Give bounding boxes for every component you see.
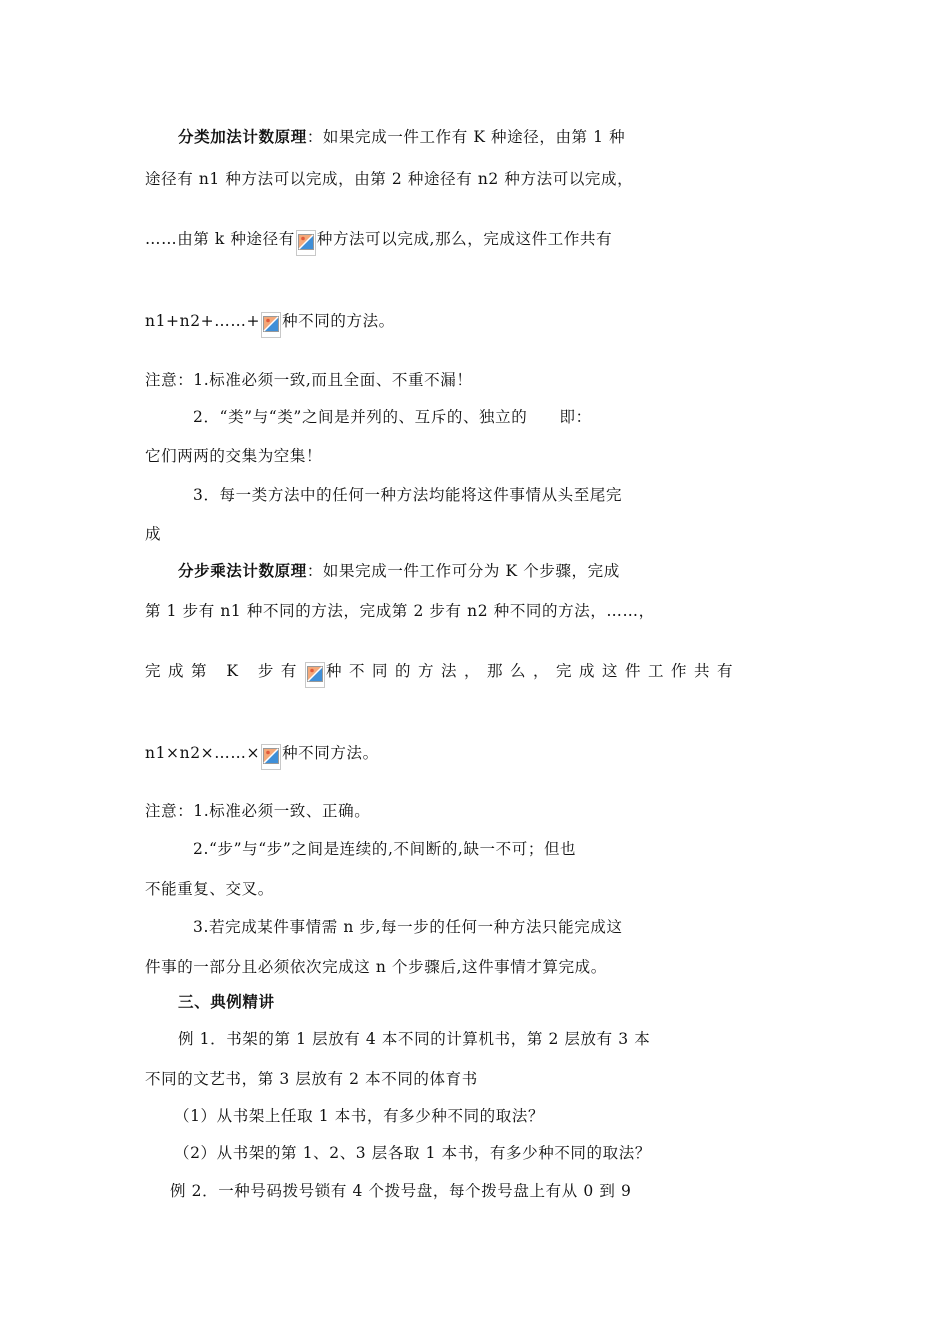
note2-item1: 注意：1.标准必须一致、正确。 xyxy=(145,802,371,820)
addition-principle-text: ：如果完成一件工作有 K 种途径，由第 1 种 xyxy=(306,128,626,146)
addition-principle-line-2: 途径有 n1 种方法可以完成，由第 2 种途径有 n2 种方法可以完成， xyxy=(145,170,634,188)
example1-line1: 例 1．书架的第 1 层放有 4 本不同的计算机书，第 2 层放有 3 本 xyxy=(178,1030,651,1048)
multiplication-principle-line-3 xyxy=(145,660,740,688)
note1-item3: 3．每一类方法中的任何一种方法均能将这件事情从头至尾完 xyxy=(193,486,623,504)
multiplication-principle-text: ：如果完成一件工作可分为 K 个步骤，完成 xyxy=(306,562,620,580)
example1-line2: 不同的文艺书，第 3 层放有 2 本不同的体育书 xyxy=(145,1070,478,1088)
example2-line1: 例 2．一种号码拨号锁有 4 个拨号盘，每个拨号盘上有从 0 到 9 xyxy=(170,1182,632,1200)
note1-item2-cont: 它们两两的交集为空集！ xyxy=(145,447,323,465)
addition-principle-line-1 xyxy=(178,126,625,148)
multiplication-line-4-start: n1×n2×……× xyxy=(145,744,261,762)
multiplication-principle-line-1 xyxy=(178,560,620,582)
note1-item2: 2．“类”与“类”之间是并列的、互斥的、独立的 即： xyxy=(193,408,592,426)
section-heading: 三、典例精讲 xyxy=(178,993,275,1011)
note1-item1: 注意：1.标准必须一致,而且全面、不重不漏！ xyxy=(145,371,473,389)
addition-line-4-end: 种不同的方法。 xyxy=(282,312,395,330)
broken-image-icon xyxy=(261,744,281,770)
broken-image-icon xyxy=(296,230,316,256)
example1-question-2: （2）从书架的第 1、2、3 层各取 1 本书，有多少种不同的取法？ xyxy=(174,1144,651,1162)
multiplication-principle-line-2: 第 1 步有 n1 种不同的方法，完成第 2 步有 n2 种不同的方法，……， xyxy=(145,602,655,620)
addition-principle-title: 分类加法计数原理 xyxy=(178,128,307,146)
addition-line-3-start: ……由第 k 种途径有 xyxy=(145,230,295,248)
note2-item2: 2.“步”与“步”之间是连续的,不间断的,缺一不可；但也 xyxy=(193,840,577,858)
note2-item2-cont: 不能重复、交叉。 xyxy=(145,880,274,898)
multiplication-line-3-end: 种不同的方法，那么，完成这件工作共有 xyxy=(325,662,740,680)
addition-line-3-end: 种方法可以完成,那么，完成这件工作共有 xyxy=(316,230,613,248)
addition-principle-line-4 xyxy=(145,310,395,338)
multiplication-principle-line-4 xyxy=(145,742,379,770)
note2-item3: 3.若完成某件事情需 n 步,每一步的任何一种方法只能完成这 xyxy=(193,918,623,936)
broken-image-icon xyxy=(261,312,281,338)
addition-line-4-start: n1+n2+……+ xyxy=(145,312,261,330)
multiplication-line-4-end: 种不同方法。 xyxy=(282,744,379,762)
example1-question-1: （1）从书架上任取 1 本书，有多少种不同的取法？ xyxy=(174,1107,545,1125)
addition-principle-line-3 xyxy=(145,228,612,256)
broken-image-icon xyxy=(305,662,325,688)
note1-item3-cont: 成 xyxy=(145,525,162,543)
multiplication-principle-title: 分步乘法计数原理 xyxy=(178,562,307,580)
note2-item3-cont: 件事的一部分且必须依次完成这 n 个步骤后,这件事情才算完成。 xyxy=(145,958,607,976)
multiplication-line-3-start: 完成第 K 步有 xyxy=(145,662,304,680)
